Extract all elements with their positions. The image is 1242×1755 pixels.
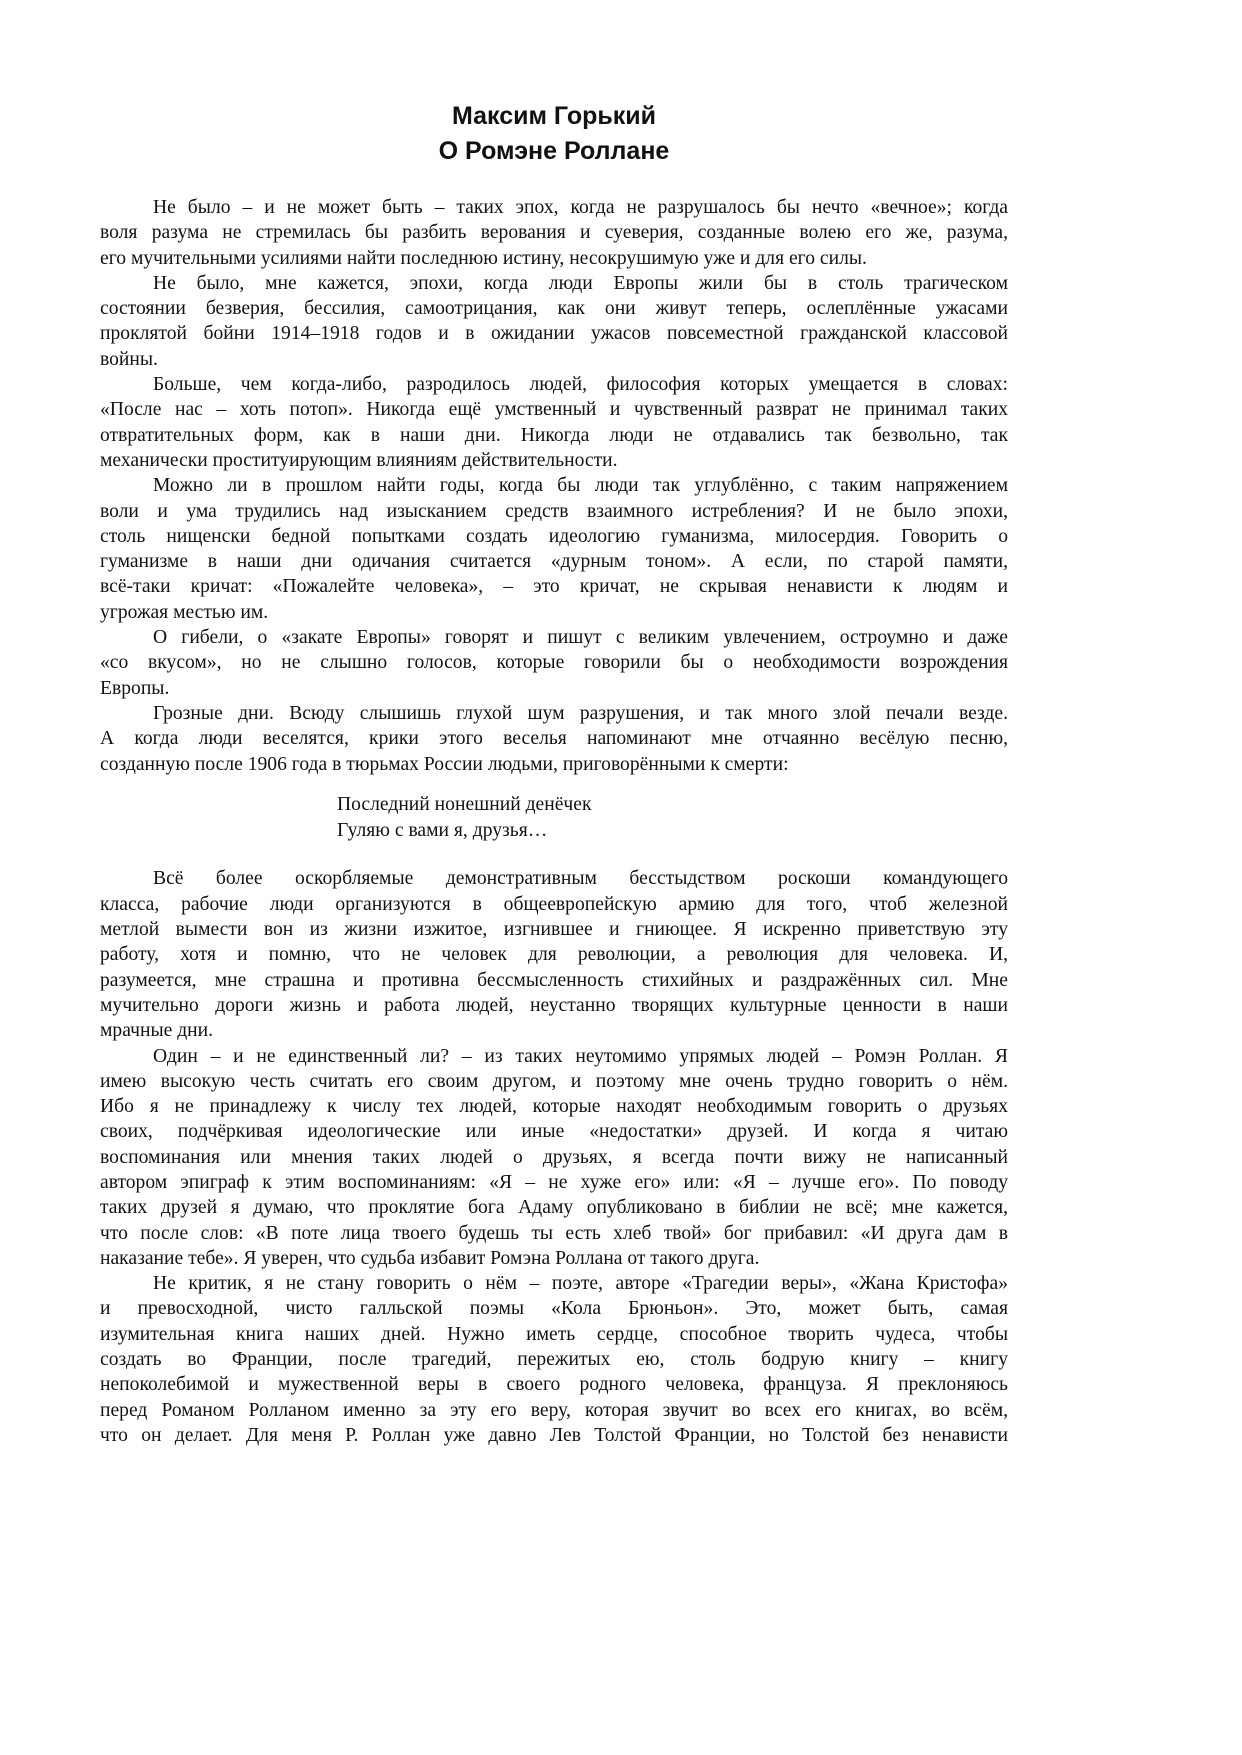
verse-line: Гуляю с вами я, друзья… <box>337 819 548 841</box>
text-line: перед Романом Ролланом именно за эту его веру, которая звучит во всех его книгах, во всём, <box>100 1399 1008 1421</box>
paragraph <box>100 473 1008 625</box>
text-line: состоянии безверия, бессилия, самоотрицания, как они живут теперь, ослеплённые ужасами <box>100 298 1008 320</box>
paragraph <box>100 1044 1008 1272</box>
text-line: метлой вымести вон из жизни изжитое, изгнившее и гниющее. Я искренно приветствую эту <box>100 919 1008 941</box>
document-body <box>100 195 1008 1448</box>
verse-quote <box>337 792 1008 843</box>
text-line: «После нас – хоть потоп». Никогда ещё умственный и чувственный разврат не принимал таких <box>100 399 1008 421</box>
text-line: Всё более оскорбляемые демонстративным бесстыдством роскоши командующего <box>153 868 1008 890</box>
text-line: Один – и не единственный ли? – из таких неутомимо упрямых людей – Ромэн Роллан. Я <box>153 1045 1008 1067</box>
paragraphs-before-verse <box>100 195 1008 777</box>
text-line: имею высокую честь считать его своим другом, и поэтому мне очень трудно говорить о нём. <box>100 1070 1008 1092</box>
text-line: таких друзей я думаю, что проклятие бога Адаму опубликовано в библии не всё; мне кажется, <box>100 1197 1008 1219</box>
text-line: и превосходной, чисто галльской поэмы «Кола Брюньон». Это, может быть, самая <box>100 1298 1008 1320</box>
author-name: Максим Горький <box>451 102 657 130</box>
text-line: воля разума не стремилась бы разбить верования и суеверия, созданные волею его же, разума, <box>100 222 1008 244</box>
text-line: созданную после 1906 года в тюрьмах России людьми, приговорёнными к смерти: <box>100 753 789 775</box>
text-line: Грозные дни. Всюду слышишь глухой шум разрушения, и так много злой печали везде. <box>153 702 1008 724</box>
text-line: Можно ли в прошлом найти годы, когда бы люди так углублённо, с таким напряжением <box>153 475 1008 497</box>
paragraph <box>100 1271 1008 1448</box>
text-line: гуманизме в наши дни одичания считается «дурным тоном». А если, по старой памяти, <box>100 551 1008 573</box>
text-line: создать во Франции, после трагедий, пережитых ею, столь бодрую книгу – книгу <box>100 1349 1008 1371</box>
verse-line: Последний нонешний денёчек <box>337 794 592 816</box>
text-line: что он делает. Для меня Р. Роллан уже давно Лев Толстой Франции, но Толстой без ненависти <box>100 1424 1008 1446</box>
text-line: мрачные дни. <box>100 1020 214 1042</box>
document-title <box>0 99 1108 169</box>
text-line: воли и ума трудились над изысканием средств взаимного истребления? И не было эпохи, <box>100 500 1008 522</box>
paragraph <box>100 866 1008 1043</box>
text-line: его мучительными усилиями найти последнюю истину, несокрушимую уже и для его силы. <box>100 247 867 269</box>
text-line: наказание тебе». Я уверен, что судьба избавит Ромэна Роллана от такого друга. <box>100 1247 760 1269</box>
paragraph <box>100 701 1008 777</box>
text-line: всё-таки кричат: «Пожалейте человека», – это кричат, не скрывая ненависти к людям и <box>100 576 1008 598</box>
text-line: угрожая местью им. <box>100 601 269 623</box>
text-line: войны. <box>100 348 158 370</box>
text-line: отвратительных форм, как в наши дни. Никогда люди не отдавались так безвольно, так <box>100 424 1008 446</box>
text-line: разумеется, мне страшна и противна бессмысленность стихийных и раздражённых сил. Мне <box>100 969 1008 991</box>
text-line: Больше, чем когда-либо, разродилось людей, философия которых умещается в словах: <box>153 374 1008 396</box>
text-line: изумительная книга наших дней. Нужно иметь сердце, способное творить чудеса, чтобы <box>100 1323 1008 1345</box>
text-line: непоколебимой и мужественной веры в своего родного человека, француза. Я преклоняюсь <box>100 1374 1008 1396</box>
text-line: Не критик, я не стану говорить о нём – поэте, авторе «Трагедии веры», «Жана Кристофа» <box>153 1273 1008 1295</box>
text-line: А когда люди веселятся, крики этого веселья напоминают мне отчаянно весёлую песню, <box>100 728 1008 750</box>
text-line: Ибо я не принадлежу к числу тех людей, которые находят необходимым говорить о друзьях <box>100 1096 1008 1118</box>
paragraph <box>100 271 1008 372</box>
text-line: «со вкусом», но не слышно голосов, которые говорили бы о необходимости возрождения <box>100 652 1008 674</box>
text-line: проклятой бойни 1914–1918 годов и в ожидании ужасов повсеместной гражданской классовой <box>100 323 1008 345</box>
text-line: воспоминания или мнения таких людей о друзьях, я всегда почти вижу не написанный <box>100 1146 1008 1168</box>
text-line: О гибели, о «закате Европы» говорят и пишут с великим увлечением, остроумно и даже <box>153 627 1008 649</box>
text-line: мучительно дороги жизнь и работа людей, неустанно творящих культурные ценности в наши <box>100 994 1008 1016</box>
text-line: класса, рабочие люди организуются в общеевропейскую армию для того, чтоб железной <box>100 893 1008 915</box>
text-line: своих, подчёркивая идеологические или иные «недостатки» друзей. И когда я читаю <box>100 1121 1008 1143</box>
text-line: Не было, мне кажется, эпохи, когда люди Европы жили бы в столь трагическом <box>153 272 1008 294</box>
paragraphs-after-verse <box>100 866 1008 1448</box>
text-line: Не было – и не может быть – таких эпох, когда не разрушалось бы нечто «вечное»; когда <box>153 197 1008 218</box>
paragraph <box>100 372 1008 473</box>
text-line: Европы. <box>100 677 170 699</box>
paragraph <box>100 625 1008 701</box>
paragraph <box>100 195 1008 271</box>
text-line: что после слов: «В поте лица твоего будешь ты есть хлеб твой» бог прибавил: «И друга дам в <box>100 1222 1008 1244</box>
essay-title: О Ромэне Роллане <box>438 137 670 165</box>
text-line: автором эпиграф к этим воспоминаниям: «Я – не хуже его» или: «Я – лучше его». По поводу <box>100 1171 1008 1193</box>
text-line: работу, хотя и помню, что не человек для революции, а революция для человека. И, <box>100 944 1008 966</box>
text-line: механически проституирующим влияниям действительности. <box>100 449 618 471</box>
text-line: столь нищенски бедной попытками создать идеологию гуманизма, милосердия. Говорить о <box>100 525 1008 547</box>
